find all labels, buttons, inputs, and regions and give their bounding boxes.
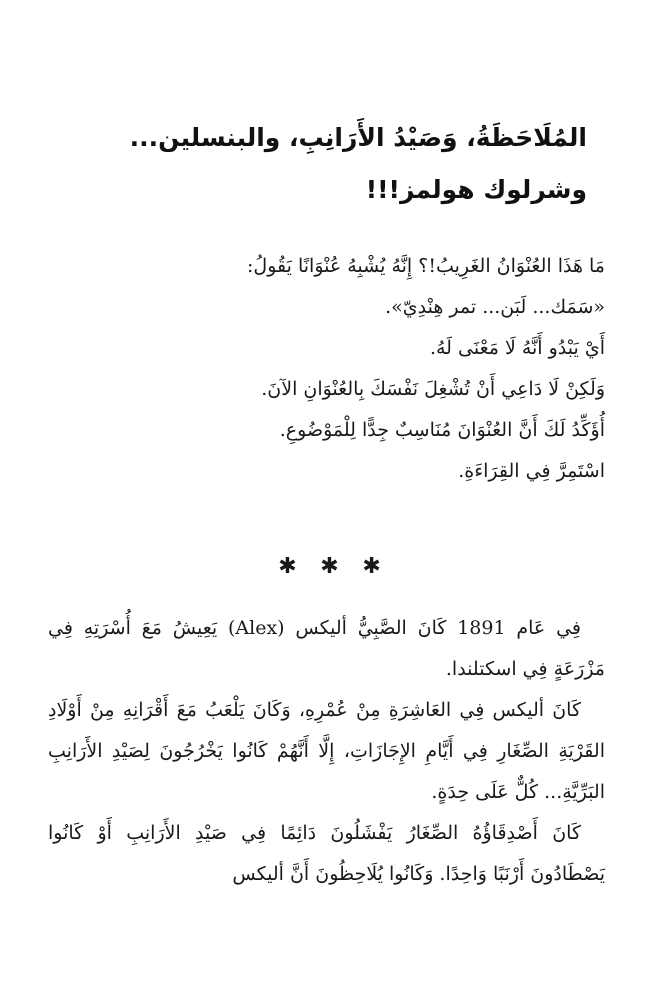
intro-line: «سَمَك... لَبَن... تمر هِنْدِيّ». [385,296,605,318]
chapter-title [107,112,587,216]
intro-line: أَيْ يَبْدُو أَنَّهُ لَا مَعْنَى لَهُ. [429,337,605,359]
intro-block [85,246,605,492]
chapter-title-line-1: المُلَاحَظَةُ، وَصَيْدُ الأَرَانِبِ، والبنسلين... [129,123,587,152]
intro-line: وَلَكِنْ لَا دَاعِي أَنْ تُشْغِلَ نَفْسَكَ بِالعُنْوَانِ الآنَ. [261,378,605,400]
intro-line: مَا هَذَا العُنْوَانُ الغَرِيبُ!؟ إِنَّهُ يُشْبِهُ عُنْوَانًا يَقُولُ: [247,255,605,277]
story-text [48,608,605,895]
story-paragraph: كَانَ أليكس فِي العَاشِرَةِ مِنْ عُمْرِهِ، وَكَانَ يَلْعَبُ مَعَ أَقْرَانِهِ مِنْ أَوْلَادِ القَرْيَةِ الصِّغَارِ فِي أَيَّامِ الإِجَازَاتِ، إِلَّا أَنَّهُمْ كَانُوا يَخْرُجُونَ لِصَيْدِ الأَرَانِبِ البَرِّيَّةِ... كُلٌّ عَلَى حِدَةٍ. [48,699,605,803]
asterism-separator: ✱ ✱ ✱ [278,554,389,579]
story-paragraph: فِي عَام 1891 كَانَ الصَّبِيُّ أليكس (Alex) يَعِيشُ مَعَ أُسْرَتِهِ فِي مَزْرَعَةٍ فِي اسكتلندا. [48,617,605,680]
intro-line: أُؤَكِّدُ لَكَ أَنَّ العُنْوَانَ مُنَاسِبٌ جِدًّا لِلْمَوْضُوعِ. [279,419,605,441]
intro-line: اسْتَمِرَّ فِي القِرَاءَةِ. [458,460,605,482]
story-paragraph: كَانَ أَصْدِقَاؤُهُ الصِّغَارُ يَفْشَلُونَ دَائِمًا فِي صَيْدِ الأَرَانِبِ أَوْ كَانُوا يَصْطَادُونَ أَرْنَبًا وَاحِدًا. وَكَانُوا يُلَاحِظُونَ أَنَّ أليكس [48,822,605,885]
chapter-title-line-2: وشرلوك هولمز!!! [365,175,587,204]
